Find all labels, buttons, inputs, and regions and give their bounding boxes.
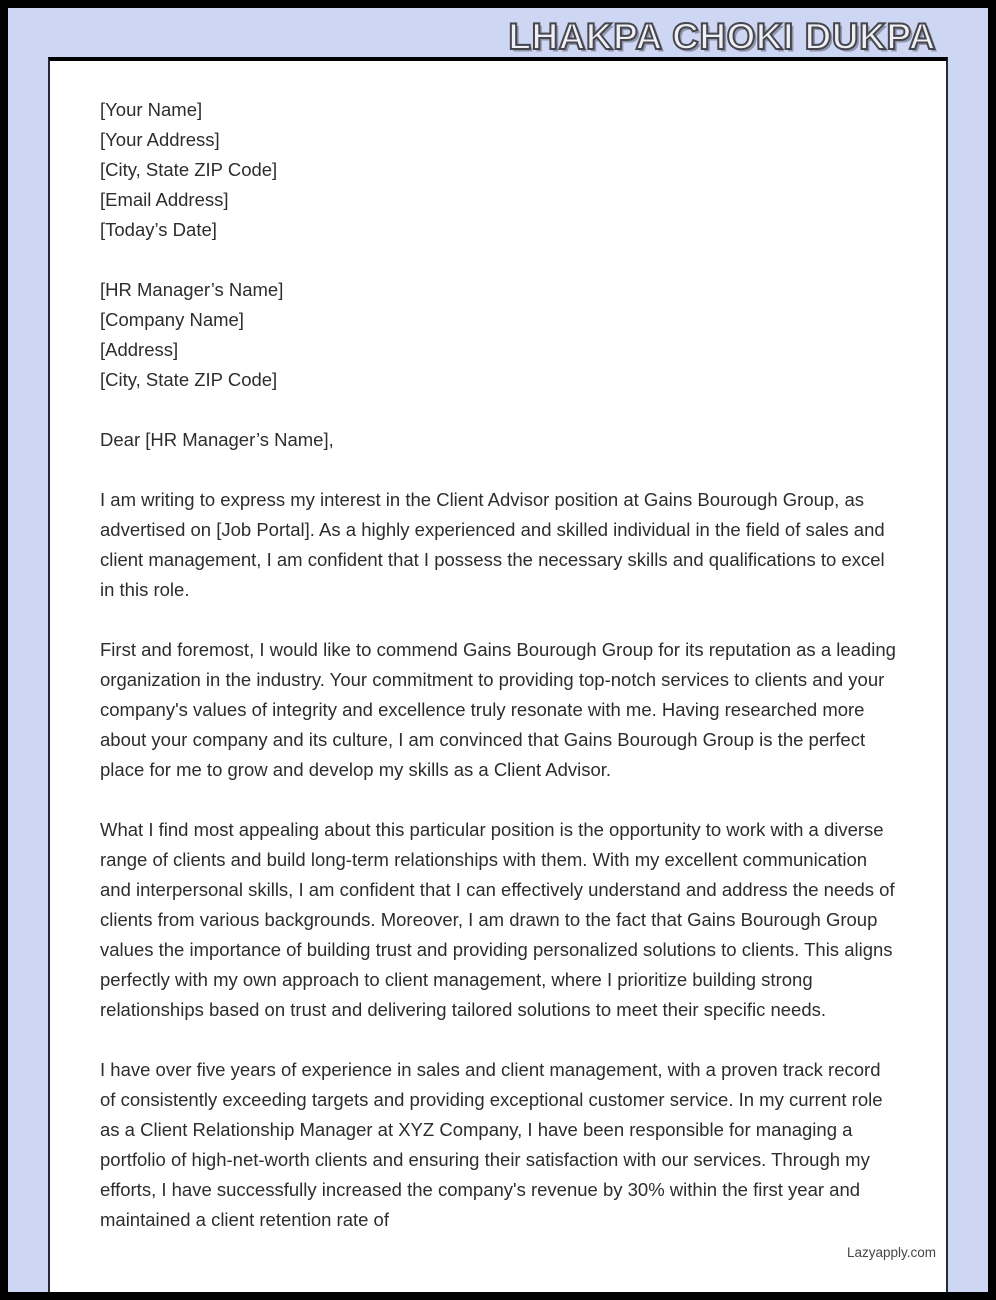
paragraph: First and foremost, I would like to commend Gains Bourough Group for its reputation as a leading organization in the industry. Your commitment to providing top-notch services to clients and your company's values of integrity and excellence truly resonate with me. Having researched more about your company and its culture, I am convinced that Gains Bourough Group is the perfect place for me to grow and develop my skills as a Client Advisor. <box>100 639 896 780</box>
recipient-address-line: [Address] <box>100 339 179 360</box>
recipient-address-block <box>100 275 898 395</box>
sender-address-block <box>100 95 898 245</box>
salutation: Dear [HR Manager’s Name], <box>100 429 334 450</box>
watermark: Lazyapply.com <box>846 1245 936 1260</box>
document-background <box>8 8 988 1292</box>
paragraph: What I find most appealing about this particular position is the opportunity to work with a diverse range of clients and build long-term relationships with them. With my excellent communication and interpersonal skills, I am confident that I can effectively understand and address the needs of clients from various backgrounds. Moreover, I am drawn to the fact that Gains Bourough Group values the importance of building trust and providing personalized solutions to clients. This aligns perfectly with my own approach to client management, where I prioritize building strong relationships based on trust and delivering tailored solutions to meet their specific needs. <box>100 819 895 1020</box>
paragraph: I am writing to express my interest in the Client Advisor position at Gains Bourough Group, as advertised on [Job Portal]. As a highly experienced and skilled individual in the field of sales and client management, I am confident that I possess the necessary skills and qualifications to excel in this role. <box>100 489 885 600</box>
sender-date-line: [Today’s Date] <box>100 219 217 240</box>
sender-email-line: [Email Address] <box>100 189 229 210</box>
recipient-company-line: [Company Name] <box>100 309 244 330</box>
sender-address-line: [Your Address] <box>100 129 220 150</box>
recipient-name-line: [HR Manager’s Name] <box>100 279 284 300</box>
recipient-city-line: [City, State ZIP Code] <box>100 369 278 390</box>
letter-page <box>48 57 948 1292</box>
sender-name-line: [Your Name] <box>100 99 203 120</box>
paragraph: I have over five years of experience in sales and client management, with a proven track record of consistently exceeding targets and providing exceptional customer service. In my current role as a Client Relationship Manager at XYZ Company, I have been responsible for managing a portfolio of high-net-worth clients and ensuring their satisfaction with our services. Through my efforts, I have successfully increased the company's revenue by 30% within the first year and maintained a client retention rate of <box>100 1059 883 1230</box>
page-title: LHAKPA CHOKI DUKPA <box>508 16 936 57</box>
sender-city-line: [City, State ZIP Code] <box>100 159 278 180</box>
